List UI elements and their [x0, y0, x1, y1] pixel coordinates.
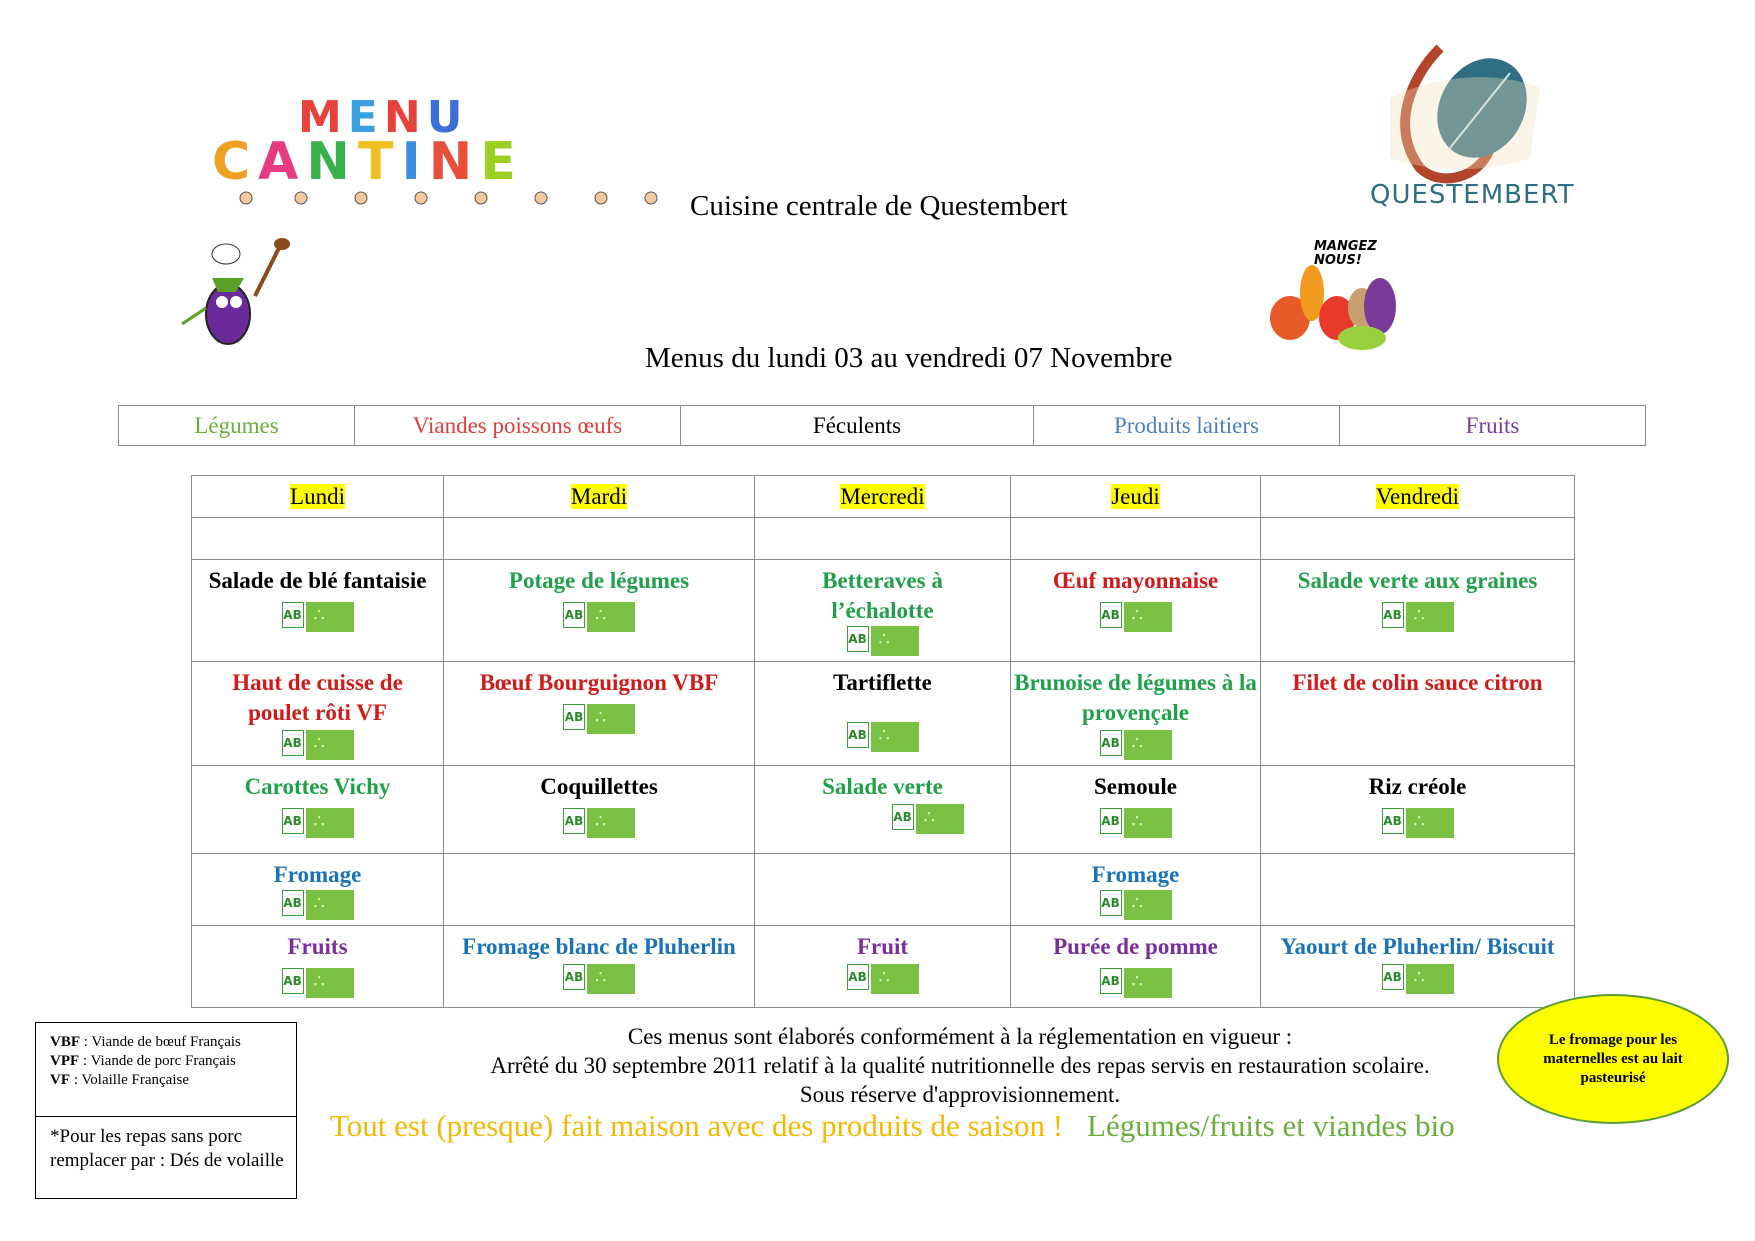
day-tuesday: Mardi	[570, 483, 628, 509]
dish-name: Œuf mayonnaise	[1052, 568, 1219, 593]
slogan-organic: Légumes/fruits et viandes bio	[1087, 1108, 1455, 1143]
organic-label-icon: AB ∴	[282, 808, 354, 838]
dish-name: Haut de cuisse de poulet rôti VF	[232, 670, 403, 725]
dish-name: Fromage	[273, 862, 362, 887]
dish-name: Potage de légumes	[508, 568, 690, 593]
abbr-vf: VF : Volaille Française	[50, 1072, 190, 1088]
menu-cell	[755, 560, 1011, 662]
legend-starches: Féculents	[681, 406, 1034, 446]
children-illustration	[226, 190, 666, 210]
organic-label-icon: AB ∴	[1100, 602, 1172, 632]
cantine-word: CANTINE	[212, 132, 524, 192]
main-course-row	[192, 662, 1575, 766]
mangez-nous-illustration: MANGEZ NOUS!	[1262, 238, 1412, 353]
menu-cell	[444, 766, 755, 854]
organic-label-icon: AB ∴	[1100, 808, 1172, 838]
day-monday: Lundi	[290, 483, 345, 509]
abbreviation-list	[36, 1023, 296, 1117]
day-wednesday: Mercredi	[840, 483, 925, 509]
menu-cell	[1011, 854, 1261, 926]
day-header	[444, 476, 755, 518]
organic-label-icon: AB ∴	[847, 722, 919, 752]
menu-cell	[444, 662, 755, 766]
menu-cell	[1261, 926, 1575, 1008]
menu-cell	[444, 560, 755, 662]
legend-dairy: Produits laitiers	[1034, 406, 1340, 446]
organic-label-icon: AB ∴	[892, 804, 964, 834]
menu-cell	[755, 926, 1011, 1008]
dish-name: Filet de colin sauce citron	[1292, 670, 1543, 695]
menu-cantine-logo	[212, 92, 672, 210]
menu-cell	[1261, 560, 1575, 662]
dish-name: Purée de pomme	[1053, 934, 1218, 959]
menu-cell	[1011, 766, 1261, 854]
menu-cell	[192, 766, 444, 854]
organic-label-icon: AB ∴	[282, 730, 354, 760]
menu-cell	[1011, 662, 1261, 766]
organic-label-icon: AB ∴	[1382, 602, 1454, 632]
cheese-note-badge: Le fromage pour les maternelles est au lait pasteurisé	[1497, 994, 1729, 1124]
page-title: Cuisine centrale de Questembert	[690, 190, 1068, 222]
pork-substitute-note: *Pour les repas sans porc remplacer par : Dés de volaille	[50, 1126, 284, 1171]
dish-name: Bœuf Bourguignon VBF	[479, 670, 719, 695]
empty-cell	[1261, 518, 1575, 560]
organic-label-icon: AB ∴	[282, 602, 354, 632]
organic-label-icon: AB ∴	[847, 626, 919, 656]
empty-cell	[192, 518, 444, 560]
organic-label-icon: AB ∴	[1382, 808, 1454, 838]
eggplant-chef-icon	[170, 236, 310, 351]
dish-name: Betteraves à l’échalotte	[822, 568, 943, 623]
organic-label-icon: AB ∴	[1100, 968, 1172, 998]
menu-cell	[755, 766, 1011, 854]
organic-label-icon: AB ∴	[1100, 890, 1172, 920]
menu-cell	[192, 854, 444, 926]
empty-cell	[1011, 518, 1261, 560]
legend-vegetables: Légumes	[119, 406, 355, 446]
dish-name: Tartiflette	[833, 670, 932, 695]
menu-word: MENU	[298, 92, 469, 143]
menu-cell	[755, 662, 1011, 766]
organic-label-icon: AB ∴	[1100, 730, 1172, 760]
empty-cell	[444, 518, 755, 560]
organic-label-icon: AB ∴	[847, 964, 919, 994]
starter-row	[192, 560, 1575, 662]
organic-label-icon: AB ∴	[563, 808, 635, 838]
organic-label-icon: AB ∴	[1382, 964, 1454, 994]
menu-cell	[192, 560, 444, 662]
menu-cell	[1261, 854, 1575, 926]
dish-name: Coquillettes	[540, 774, 658, 799]
dish-name: Carottes Vichy	[244, 774, 391, 799]
menu-period: Menus du lundi 03 au vendredi 07 Novembre	[645, 342, 1173, 374]
menu-cell	[1261, 766, 1575, 854]
day-header	[1261, 476, 1575, 518]
menu-cell	[755, 854, 1011, 926]
organic-label-icon: AB ∴	[563, 964, 635, 994]
abbr-vpf: VPF : Viande de porc Français	[50, 1053, 236, 1069]
abbr-vbf: VBF : Viande de bœuf Français	[50, 1034, 241, 1050]
note-line-3: Sous réserve d'approvisionnement.	[799, 1082, 1121, 1107]
slogan	[330, 1108, 1455, 1144]
organic-label-icon: AB ∴	[563, 704, 635, 734]
organic-label-icon: AB ∴	[282, 890, 354, 920]
legend-meat-fish-eggs: Viandes poissons œufs	[355, 406, 681, 446]
dish-name: Fromage	[1091, 862, 1180, 887]
spacer-row	[192, 518, 1575, 560]
organic-label-icon: AB ∴	[563, 602, 635, 632]
abbreviations-box	[35, 1022, 297, 1199]
dish-name: Semoule	[1093, 774, 1178, 799]
dish-name: Riz créole	[1368, 774, 1467, 799]
dish-name: Fruits	[287, 934, 348, 959]
menu-cell	[1011, 926, 1261, 1008]
dish-name: Salade verte aux graines	[1297, 568, 1538, 593]
menu-cell	[444, 854, 755, 926]
note-line-2: Arrêté du 30 septembre 2011 relatif à la qualité nutritionnelle des repas servis en restauration scolaire.	[490, 1053, 1430, 1078]
empty-cell	[755, 518, 1011, 560]
questembert-logo	[1370, 38, 1575, 218]
menu-cell	[1011, 560, 1261, 662]
menu-cell	[192, 926, 444, 1008]
dish-name: Salade de blé fantaisie	[208, 568, 427, 593]
day-thursday: Jeudi	[1111, 483, 1160, 509]
food-group-legend	[118, 405, 1646, 446]
menu-cell	[444, 926, 755, 1008]
menu-cell	[1261, 662, 1575, 766]
leaf-icon	[1370, 38, 1556, 188]
day-header	[1011, 476, 1261, 518]
side-dish-row	[192, 766, 1575, 854]
dessert-row	[192, 926, 1575, 1008]
day-header	[755, 476, 1011, 518]
weekly-menu-table	[191, 475, 1575, 1008]
legend-fruits: Fruits	[1340, 406, 1646, 446]
days-header-row	[192, 476, 1575, 518]
day-header	[192, 476, 444, 518]
slogan-homemade: Tout est (presque) fait maison avec des produits de saison !	[330, 1108, 1064, 1143]
cheese-row	[192, 854, 1575, 926]
town-name: QUESTEMBERT	[1370, 180, 1575, 210]
note-line-1: Ces menus sont élaborés conformément à la réglementation en vigueur :	[627, 1024, 1293, 1049]
dish-name: Brunoise de légumes à la provençale	[1014, 670, 1257, 725]
dish-name: Salade verte	[822, 774, 943, 799]
day-friday: Vendredi	[1375, 483, 1460, 509]
regulation-notes	[310, 1022, 1610, 1109]
dish-name: Yaourt de Pluherlin/ Biscuit	[1280, 934, 1555, 959]
dish-name: Fruit	[856, 934, 909, 959]
dish-name: Fromage blanc de Pluherlin	[462, 934, 736, 959]
menu-cell	[192, 662, 444, 766]
organic-label-icon: AB ∴	[282, 968, 354, 998]
